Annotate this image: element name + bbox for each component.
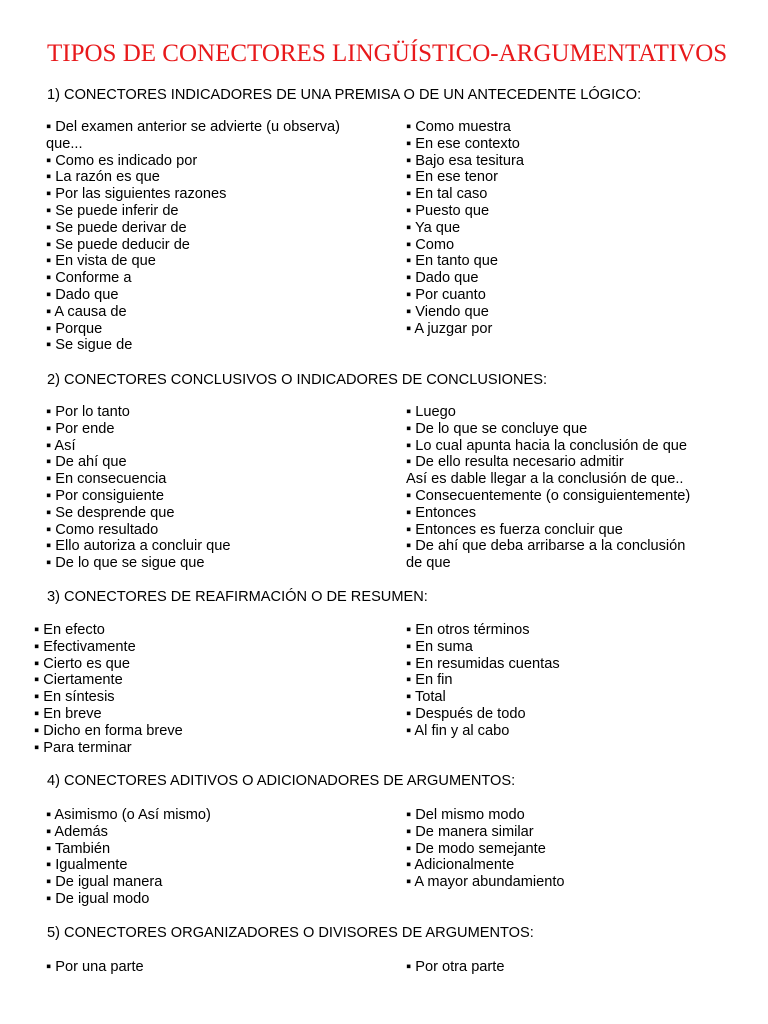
list-item: ▪ Entonces	[406, 504, 477, 521]
list-item: ▪ Al fin y al cabo	[406, 722, 510, 739]
list-item: ▪ En ese tenor	[406, 169, 498, 186]
list-item: ▪ Efectivamente	[34, 638, 136, 655]
list-item: ▪ De manera similar	[406, 823, 534, 840]
list-item: ▪ Como	[406, 236, 455, 253]
list-item: ▪ De ahí que deba arribarse a la conclusión	[406, 538, 686, 555]
list-item: ▪ Cierto es que	[34, 655, 131, 672]
section-1-heading: 1) CONECTORES INDICADORES DE UNA PREMISA O DE UN ANTECEDENTE LÓGICO:	[47, 87, 642, 103]
section-3-left-column	[34, 622, 384, 756]
list-item: ▪ En consecuencia	[46, 471, 167, 488]
list-item: ▪ Viendo que	[406, 303, 489, 320]
list-item: ▪ De modo semejante	[406, 840, 546, 857]
list-item: ▪ En otros términos	[406, 622, 530, 638]
list-item: ▪ Puesto que	[406, 202, 490, 219]
list-item: ▪ Después de todo	[406, 705, 526, 722]
section-1-right-column	[406, 119, 746, 337]
list-item: ▪ Porque	[46, 320, 103, 337]
list-item: ▪ Adicionalmente	[406, 857, 515, 874]
list-item: ▪ Dado que	[406, 270, 479, 287]
list-item: ▪ De igual manera	[46, 874, 163, 891]
list-item: ▪ Ello autoriza a concluir que	[46, 538, 231, 555]
section-4-left-column	[46, 807, 386, 908]
list-item: ▪ En tanto que	[406, 253, 498, 270]
list-item: ▪ Para terminar	[34, 739, 132, 756]
list-item: ▪ Del examen anterior se advierte (u observa)	[46, 119, 340, 135]
list-item: ▪ Además	[46, 823, 108, 840]
list-item: ▪ En síntesis	[34, 689, 115, 706]
list-item: ▪ Por las siguientes razones	[46, 186, 227, 203]
section-2-heading: 2) CONECTORES CONCLUSIVOS O INDICADORES DE CONCLUSIONES:	[47, 372, 548, 388]
list-item: Así es dable llegar a la conclusión de que..	[406, 471, 684, 488]
list-item: ▪ Se desprende que	[46, 504, 175, 521]
list-item: ▪ Conforme a	[46, 270, 132, 287]
section-4-heading: 4) CONECTORES ADITIVOS O ADICIONADORES DE ARGUMENTOS:	[47, 773, 516, 789]
section-5-left-column	[46, 959, 386, 976]
section-5-right-column	[406, 959, 746, 976]
list-item: ▪ Total	[406, 689, 446, 706]
document-title: TIPOS DE CONECTORES LINGÜÍSTICO-ARGUMENTATIVOS	[47, 40, 728, 67]
list-item: ▪ Asimismo (o Así mismo)	[46, 807, 211, 823]
list-item: ▪ Se puede deducir de	[46, 236, 190, 253]
list-item: ▪ Por una parte	[46, 959, 144, 975]
list-item: ▪ Entonces es fuerza concluir que	[406, 521, 623, 538]
list-item: ▪ De igual modo	[46, 890, 150, 907]
section-1-left-column	[46, 119, 386, 354]
section-3-right-column	[406, 622, 746, 740]
section-5-heading: 5) CONECTORES ORGANIZADORES O DIVISORES DE ARGUMENTOS:	[47, 925, 534, 941]
list-item: ▪ Se sigue de	[46, 337, 133, 354]
list-item: ▪ Lo cual apunta hacia la conclusión de que	[406, 437, 688, 454]
list-item: ▪ En ese contexto	[406, 135, 520, 152]
list-item: ▪ Dado que	[46, 286, 119, 303]
list-item: ▪ Del mismo modo	[406, 807, 525, 823]
section-2-right-column	[406, 404, 746, 572]
list-item: ▪ De ello resulta necesario admitir	[406, 454, 624, 471]
list-item: ▪ De lo que se concluye que	[406, 420, 588, 437]
list-item: ▪ Ya que	[406, 219, 461, 236]
list-item: ▪ A causa de	[46, 303, 127, 320]
list-item: ▪ Se puede inferir de	[46, 202, 179, 219]
list-item: ▪ La razón es que	[46, 169, 160, 186]
list-item: ▪ Por consiguiente	[46, 487, 164, 504]
list-item: ▪ Dicho en forma breve	[34, 722, 183, 739]
list-item: ▪ Por ende	[46, 420, 115, 437]
list-item: ▪ En efecto	[34, 622, 105, 638]
list-item: ▪ De lo que se sigue que	[46, 555, 205, 572]
list-item: ▪ Por otra parte	[406, 959, 505, 975]
list-item: ▪ En resumidas cuentas	[406, 655, 560, 672]
list-item: ▪ Por lo tanto	[46, 404, 130, 420]
list-item: ▪ Por cuanto	[406, 286, 486, 303]
section-4-right-column	[406, 807, 746, 891]
list-item: de que	[406, 555, 451, 572]
section-3-heading: 3) CONECTORES DE REAFIRMACIÓN O DE RESUMEN:	[47, 589, 428, 605]
list-item: ▪ En tal caso	[406, 186, 488, 203]
list-item: ▪ Como resultado	[46, 521, 159, 538]
list-item: ▪ También	[46, 840, 111, 857]
list-item: ▪ Como es indicado por	[46, 152, 198, 169]
list-item: ▪ En suma	[406, 638, 473, 655]
list-item: ▪ Consecuentemente (o consiguientemente)	[406, 487, 691, 504]
list-item: ▪ De ahí que	[46, 454, 127, 471]
list-item: ▪ A mayor abundamiento	[406, 874, 565, 891]
list-item: ▪ Así	[46, 437, 76, 454]
list-item: ▪ En fin	[406, 672, 453, 689]
list-item: ▪ Luego	[406, 404, 456, 420]
section-2-left-column	[46, 404, 386, 572]
list-item: ▪ Ciertamente	[34, 672, 123, 689]
list-item: ▪ Se puede derivar de	[46, 219, 187, 236]
list-item: ▪ Bajo esa tesitura	[406, 152, 524, 169]
list-item: ▪ En breve	[34, 705, 102, 722]
list-item: ▪ A juzgar por	[406, 320, 493, 337]
list-item: ▪ Igualmente	[46, 857, 128, 874]
list-item: ▪ En vista de que	[46, 253, 156, 270]
list-item: que...	[46, 135, 83, 152]
list-item: ▪ Como muestra	[406, 119, 511, 135]
